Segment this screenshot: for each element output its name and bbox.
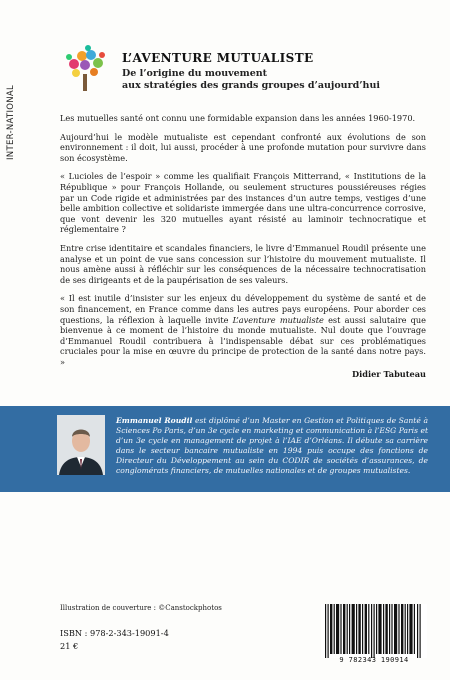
blurb-paragraph-3: « Lucioles de l’espoir » comme les qualifiait François Mitterrand, « Institutions de la République » pour François Hollande, ou seulement structures poussiéreuses régies par un Code rigide et administrées par des instances d’un autre temps, vestiges d’une belle ambition collective et solidariste immergée dans une ultra-concurrence corrosive, que vont devenir les 320 mutuelles ayant résisté au laminoir technocratique et réglementaire ?	[60, 171, 426, 235]
blurb-quote	[60, 293, 426, 367]
author-name: Emmanuel Roudil	[116, 416, 193, 425]
book-subtitle-line1: De l’origine du mouvement	[122, 68, 268, 79]
quote-text-start: « Il est inutile d’insister sur les enjeux du développement du système de santé et de son financement, en France comme dans les autres pays européens. Pour aborder ces questions, la réflexion à laquelle invite	[60, 293, 426, 325]
book-title: L’AVENTURE MUTUALISTE	[122, 51, 314, 65]
author-bio	[116, 416, 428, 476]
book-subtitle-line2: aux stratégies des grands groupes d’aujourd’hui	[122, 80, 380, 91]
barcode	[321, 604, 427, 658]
author-bio-text: est diplômé d’un Master en Gestion et Politiques de Santé à Sciences Po Paris, d’un 3e cycle en marketing et communication à l’ESG Paris et d’un 3e cycle en management de projet à l’IAE d’Orléans. Il débute sa carrière dans le secteur bancaire mutualiste en 1994 puis occupe des fonctions de Directeur du Développement au sein du CODIR de sociétés d’assurances, de conglomérats financiers, de mutuelles nationales et de groupes mutualistes.	[116, 416, 428, 475]
quote-text-end: est aussi salutaire que bienvenue à ce moment de l’histoire du monde mutualiste. Nul doute que l’ouvrage d’Emmanuel Roudil contribuera à l’indispensable débat sur ces problématiques cruciales pour la mise en œuvre du principe de protection de la santé dans notre pays. »	[60, 314, 426, 367]
blurb-paragraph-1: Les mutuelles santé ont connu une formidable expansion dans les années 1960-1970.	[60, 113, 416, 123]
price: 21 €	[60, 641, 79, 651]
author-photo	[57, 415, 105, 475]
barcode-digits: 9 782343 190914	[339, 656, 409, 664]
title-block	[122, 51, 422, 92]
quote-book-title: L’aventure mutualiste	[232, 314, 324, 325]
blurb-paragraph-4: Entre crise identitaire et scandales financiers, le livre d’Emmanuel Roudil présente une analyse et un point de vue sans concession sur l’histoire du mouvement mutualiste. Il nous amène aussi à réfléchir sur les conséquences de la nécessaire technocratisation de ses dirigeants et de la paupérisation de ses valeurs.	[60, 242, 426, 285]
tree-logo	[60, 44, 110, 94]
isbn: ISBN : 978-2-343-19091-4	[60, 628, 169, 638]
quote-signature: Didier Tabuteau	[352, 369, 426, 380]
blurb	[60, 113, 426, 380]
author-portrait-icon	[57, 415, 105, 475]
collection-label: INTER-NATIONAL	[6, 84, 16, 160]
blurb-paragraph-2: Aujourd’hui le modèle mutualiste est cependant confronté aux évolutions de son environnement : il doit, lui aussi, procéder à une profonde mutation pour survivre dans son écosystème.	[60, 131, 426, 163]
cover-credit: Illustration de couverture : ©Canstockphotos	[60, 604, 222, 612]
